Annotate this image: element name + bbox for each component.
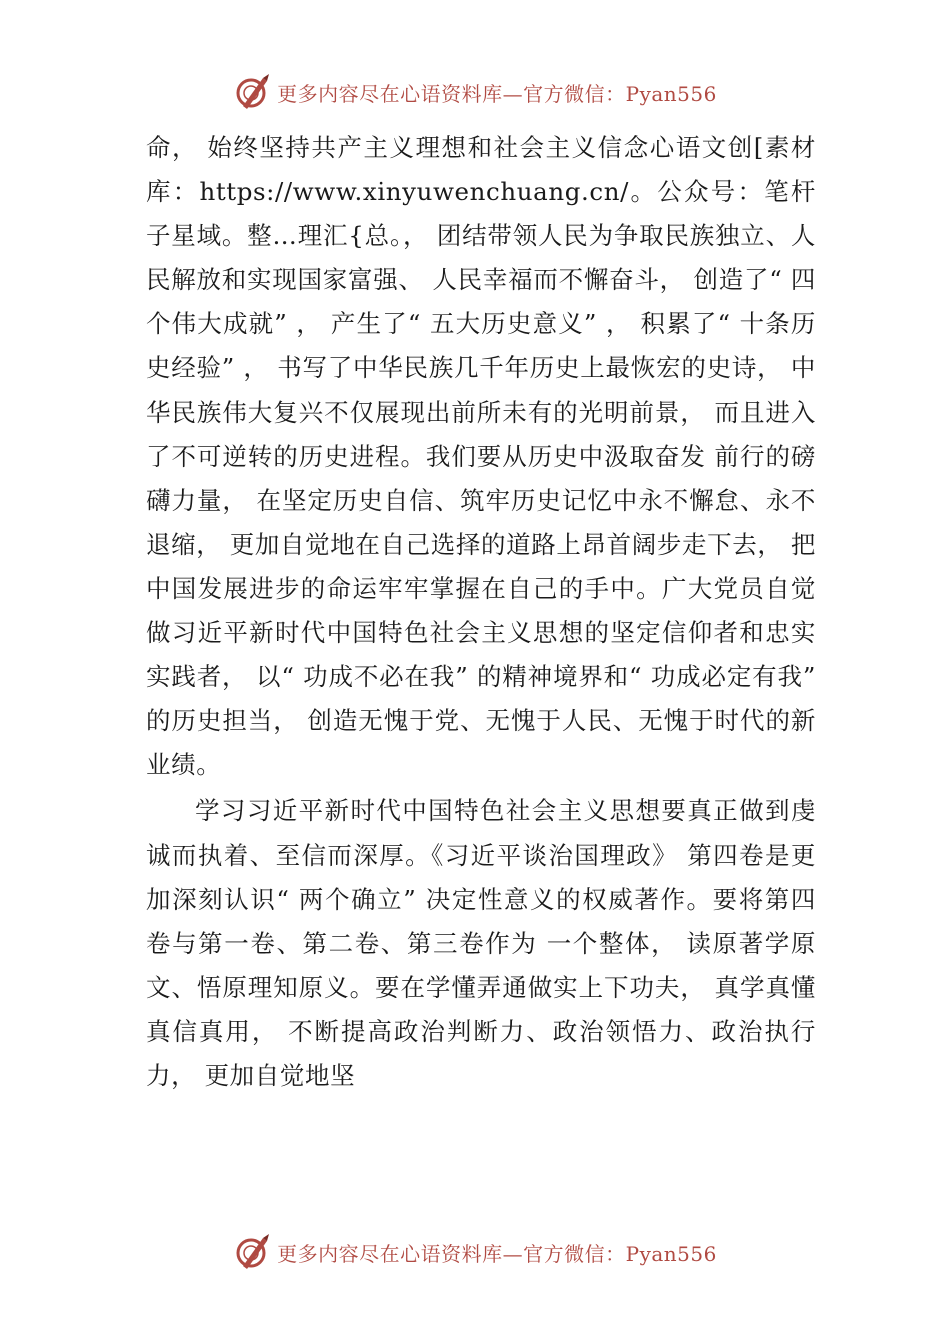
header-banner-text: 更多内容尽在心语资料库—官方微信：Pyan556: [277, 81, 717, 106]
footer-banner: [0, 1226, 950, 1278]
footer-banner-text: 更多内容尽在心语资料库—官方微信：Pyan556: [277, 1241, 717, 1266]
body-paragraph-2: 学习习近平新时代中国特色社会主义思想要真正做到虔诚而执着、至信而深厚。《习近平谈治国理政》 第四卷是更加深刻认识“ 两个确立” 决定性意义的权威著作。要将第四卷与第一卷、第二卷、第三卷作为 一个整体， 读原著学原文、悟原理知原义。要在学懂弄通做实上下功夫， 真学真懂真信真用， 不断提高政治判断力、政治领悟力、政治执行力， 更加自觉地坚: [146, 796, 816, 1090]
body-paragraph-1: 命， 始终坚持共产主义理想和社会主义信念心语文创[素材库：https://www.xinyuwenchuang.cn/。公众号：笔杆子星域。整…理汇{总。， 团结带领人民为争取民族独立、人民解放和实现国家富强、 人民幸福而不懈奋斗， 创造了“ 四个伟大成就” ， 产生了“ 五大历史意义” ， 积累了“ 十条历史经验” ， 书写了中华民族几千年历史上最恢宏的史诗， 中华民族伟大复兴不仅展现出前所未有的光明前景， 而且进入了不可逆转的历史进程。我们要从历史中汲取奋发 前行的磅礴力量， 在坚定历史自信、筑牢历史记忆中永不懈怠、永不退缩， 更加自觉地在自己选择的道路上昂首阔步走下去， 把中国发展进步的命运牢牢掌握在自己的手中。广大党员自觉做习近平新时代中国特色社会主义思想的坚定信仰者和忠实实践者， 以“ 功成不必在我” 的精神境界和“ 功成必定有我” 的历史担当， 创造无愧于党、无愧于人民、无愧于时代的新业绩。: [146, 133, 816, 780]
header-banner: [0, 66, 950, 118]
pen-circle-logo-icon: [233, 1232, 273, 1272]
document-body: [146, 126, 816, 1098]
pen-circle-logo-icon: [233, 72, 273, 112]
